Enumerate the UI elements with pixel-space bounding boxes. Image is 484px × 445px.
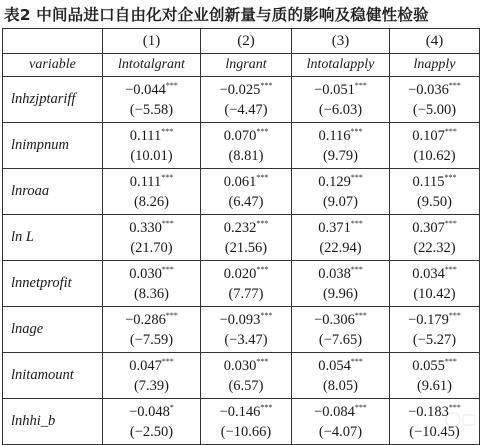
estimate-cell bbox=[201, 307, 292, 353]
column-number: (3) bbox=[292, 29, 390, 54]
estimate-cell bbox=[201, 399, 292, 445]
significance-stars: *** bbox=[444, 264, 457, 274]
coefficient bbox=[201, 264, 291, 284]
column-number-row bbox=[3, 29, 480, 54]
significance-stars: *** bbox=[350, 126, 363, 136]
significance-stars: *** bbox=[161, 264, 174, 274]
coefficient-value: 0.070 bbox=[223, 127, 257, 144]
coefficient-value: 0.055 bbox=[412, 357, 445, 374]
column-number: (4) bbox=[390, 29, 480, 54]
significance-stars: *** bbox=[350, 218, 363, 228]
coefficient-value: 0.307 bbox=[412, 219, 445, 236]
coefficient bbox=[292, 264, 389, 284]
coefficient-value: −0.093 bbox=[219, 311, 261, 328]
coefficient-value: 0.129 bbox=[318, 173, 351, 190]
coefficient-value: −0.146 bbox=[219, 403, 261, 420]
coefficient bbox=[201, 172, 291, 192]
coefficient bbox=[103, 356, 200, 376]
t-statistic: (−7.65) bbox=[318, 331, 363, 348]
coefficient bbox=[292, 356, 389, 376]
significance-stars: *** bbox=[256, 264, 269, 274]
coefficient bbox=[103, 80, 200, 100]
significance-stars: *** bbox=[161, 126, 174, 136]
coefficient-value: 0.330 bbox=[129, 219, 162, 236]
column-name: lnapply bbox=[390, 54, 480, 77]
significance-stars: *** bbox=[256, 356, 269, 366]
coefficient bbox=[390, 218, 479, 238]
t-statistic: (8.81) bbox=[228, 147, 264, 164]
table-row bbox=[3, 215, 480, 261]
estimate-cell bbox=[292, 399, 390, 445]
t-statistic: (21.70) bbox=[130, 239, 173, 256]
column-number: (1) bbox=[103, 29, 201, 54]
estimate-cell bbox=[390, 215, 480, 261]
estimate-cell bbox=[103, 307, 201, 353]
table-row bbox=[3, 261, 480, 307]
significance-stars: *** bbox=[444, 126, 457, 136]
estimate-cell bbox=[292, 123, 390, 169]
estimate-cell bbox=[201, 215, 292, 261]
coefficient bbox=[390, 172, 479, 192]
column-name-row bbox=[3, 54, 480, 77]
t-statistic: (9.96) bbox=[322, 285, 359, 302]
t-statistic: (−5.27) bbox=[412, 331, 457, 348]
estimate-cell bbox=[292, 169, 390, 215]
estimate-cell bbox=[103, 169, 201, 215]
significance-stars: *** bbox=[354, 80, 367, 90]
coefficient-value: 0.111 bbox=[129, 173, 162, 190]
estimate-cell bbox=[201, 169, 292, 215]
significance-stars: *** bbox=[354, 402, 367, 412]
coefficient bbox=[103, 126, 200, 146]
t-statistic: (8.26) bbox=[133, 193, 170, 210]
regression-table bbox=[2, 28, 480, 445]
coefficient bbox=[390, 126, 479, 146]
variable-name: lnage bbox=[3, 307, 103, 353]
coefficient-value: −0.036 bbox=[408, 81, 449, 98]
t-statistic: (6.57) bbox=[228, 377, 264, 394]
significance-stars: *** bbox=[444, 356, 457, 366]
coefficient bbox=[103, 402, 200, 422]
column-name: lngrant bbox=[201, 54, 292, 77]
t-statistic: (22.94) bbox=[319, 239, 362, 256]
coefficient bbox=[201, 356, 291, 376]
t-statistic: (−5.00) bbox=[412, 101, 457, 118]
estimate-cell bbox=[103, 77, 201, 123]
estimate-cell bbox=[390, 307, 480, 353]
estimate-cell bbox=[390, 261, 480, 307]
t-statistic: (9.07) bbox=[322, 193, 359, 210]
significance-stars: *** bbox=[256, 126, 269, 136]
t-statistic: (7.39) bbox=[133, 377, 170, 394]
t-statistic: (9.79) bbox=[322, 147, 359, 164]
variable-name: lnroaa bbox=[3, 169, 103, 215]
coefficient-value: −0.306 bbox=[314, 311, 355, 328]
significance-stars: *** bbox=[448, 80, 461, 90]
estimate-cell bbox=[390, 123, 480, 169]
watermark-logo bbox=[444, 411, 478, 429]
coefficient bbox=[390, 264, 479, 284]
t-statistic: (10.62) bbox=[413, 147, 456, 164]
coefficient-value: −0.044 bbox=[125, 81, 166, 98]
coefficient-value: −0.025 bbox=[219, 81, 261, 98]
t-statistic: (−5.58) bbox=[129, 101, 174, 118]
table-title: 表2 中间品进口自由化对企业创新量与质的影响及稳健性检验 bbox=[4, 6, 429, 24]
t-statistic: (−4.47) bbox=[224, 101, 268, 118]
estimate-cell bbox=[103, 261, 201, 307]
coefficient bbox=[292, 402, 389, 422]
coefficient bbox=[390, 310, 479, 330]
variable-name: lnimpnum bbox=[3, 123, 103, 169]
significance-stars: * bbox=[169, 402, 174, 412]
significance-stars: *** bbox=[256, 172, 269, 182]
t-statistic: (6.47) bbox=[228, 193, 264, 210]
table-row bbox=[3, 353, 480, 399]
t-statistic: (10.01) bbox=[130, 147, 173, 164]
column-number: (2) bbox=[201, 29, 292, 54]
estimate-cell bbox=[103, 353, 201, 399]
t-statistic: (8.05) bbox=[322, 377, 359, 394]
table-row bbox=[3, 307, 480, 353]
estimate-cell bbox=[201, 77, 292, 123]
estimate-cell bbox=[103, 123, 201, 169]
estimate-cell bbox=[292, 307, 390, 353]
coefficient bbox=[201, 310, 291, 330]
variable-name: ln L bbox=[3, 215, 103, 261]
coefficient-value: 0.111 bbox=[129, 127, 162, 144]
t-statistic: (−4.07) bbox=[318, 423, 363, 440]
estimate-cell bbox=[103, 215, 201, 261]
significance-stars: *** bbox=[161, 356, 174, 366]
coefficient-value: 0.030 bbox=[129, 265, 162, 282]
coefficient bbox=[201, 126, 291, 146]
coefficient bbox=[390, 80, 479, 100]
coefficient-value: −0.048 bbox=[129, 403, 170, 420]
significance-stars: *** bbox=[444, 172, 457, 182]
variable-name: lnitamount bbox=[3, 353, 103, 399]
estimate-cell bbox=[103, 399, 201, 445]
t-statistic: (−3.47) bbox=[224, 331, 268, 348]
variable-name: lnnetprofit bbox=[3, 261, 103, 307]
table-row bbox=[3, 399, 480, 445]
estimate-cell bbox=[390, 77, 480, 123]
t-statistic: (−2.50) bbox=[129, 423, 174, 440]
coefficient-value: −0.051 bbox=[314, 81, 355, 98]
coefficient-value: −0.286 bbox=[125, 311, 166, 328]
significance-stars: *** bbox=[444, 218, 457, 228]
coefficient-value: 0.115 bbox=[412, 173, 445, 190]
t-statistic: (21.56) bbox=[224, 239, 268, 256]
significance-stars: *** bbox=[256, 218, 269, 228]
estimate-cell bbox=[390, 353, 480, 399]
coefficient-value: 0.034 bbox=[412, 265, 445, 282]
coefficient bbox=[292, 218, 389, 238]
column-name: lntotalapply bbox=[292, 54, 390, 77]
coefficient-value: 0.047 bbox=[129, 357, 162, 374]
coefficient bbox=[292, 172, 389, 192]
estimate-cell bbox=[292, 353, 390, 399]
estimate-cell bbox=[292, 261, 390, 307]
coefficient bbox=[103, 264, 200, 284]
t-statistic: (−7.59) bbox=[129, 331, 174, 348]
coefficient bbox=[201, 218, 291, 238]
variable-header: variable bbox=[3, 54, 103, 77]
coefficient-value: 0.054 bbox=[318, 357, 351, 374]
coefficient-value: 0.020 bbox=[223, 265, 257, 282]
table-row bbox=[3, 169, 480, 215]
coefficient bbox=[390, 356, 479, 376]
variable-name: lnhhi_b bbox=[3, 399, 103, 445]
estimate-cell bbox=[390, 169, 480, 215]
estimate-cell bbox=[201, 261, 292, 307]
t-statistic: (−6.03) bbox=[318, 101, 363, 118]
coefficient-value: 0.061 bbox=[223, 173, 257, 190]
coefficient-value: −0.179 bbox=[408, 311, 449, 328]
t-statistic: (9.50) bbox=[416, 193, 453, 210]
significance-stars: *** bbox=[354, 310, 367, 320]
coefficient bbox=[103, 218, 200, 238]
t-statistic: (−10.66) bbox=[220, 423, 272, 440]
table-body bbox=[3, 77, 480, 445]
significance-stars: *** bbox=[350, 356, 363, 366]
coefficient-value: 0.038 bbox=[318, 265, 351, 282]
coefficient bbox=[292, 80, 389, 100]
t-statistic: (−10.45) bbox=[409, 423, 460, 440]
estimate-cell bbox=[201, 123, 292, 169]
significance-stars: *** bbox=[350, 264, 363, 274]
significance-stars: *** bbox=[260, 402, 273, 412]
coefficient-value: 0.371 bbox=[318, 219, 351, 236]
table-row bbox=[3, 77, 480, 123]
corner-cell bbox=[3, 29, 103, 54]
column-name: lntotalgrant bbox=[103, 54, 201, 77]
coefficient-value: 0.107 bbox=[412, 127, 445, 144]
coefficient bbox=[201, 402, 291, 422]
estimate-cell bbox=[292, 77, 390, 123]
t-statistic: (8.36) bbox=[133, 285, 170, 302]
table-row bbox=[3, 123, 480, 169]
significance-stars: *** bbox=[260, 80, 273, 90]
coefficient-value: −0.084 bbox=[314, 403, 355, 420]
coefficient-value: 0.232 bbox=[223, 219, 257, 236]
coefficient bbox=[103, 172, 200, 192]
coefficient-value: 0.116 bbox=[318, 127, 351, 144]
t-statistic: (9.61) bbox=[416, 377, 453, 394]
coefficient bbox=[201, 80, 291, 100]
estimate-cell bbox=[201, 353, 292, 399]
t-statistic: (22.32) bbox=[413, 239, 456, 256]
estimate-cell bbox=[292, 215, 390, 261]
significance-stars: *** bbox=[350, 172, 363, 182]
coefficient bbox=[292, 310, 389, 330]
t-statistic: (7.77) bbox=[228, 285, 264, 302]
coefficient-value: 0.030 bbox=[223, 357, 257, 374]
coefficient bbox=[103, 310, 200, 330]
variable-name: lnhzjptariff bbox=[3, 77, 103, 123]
coefficient-value: −0.183 bbox=[408, 403, 449, 420]
significance-stars: *** bbox=[260, 310, 273, 320]
significance-stars: *** bbox=[161, 218, 174, 228]
coefficient bbox=[292, 126, 389, 146]
significance-stars: *** bbox=[165, 310, 178, 320]
significance-stars: *** bbox=[448, 310, 461, 320]
significance-stars: *** bbox=[161, 172, 174, 182]
t-statistic: (10.42) bbox=[413, 285, 456, 302]
significance-stars: *** bbox=[165, 80, 178, 90]
significance-stars: *** bbox=[448, 402, 461, 412]
